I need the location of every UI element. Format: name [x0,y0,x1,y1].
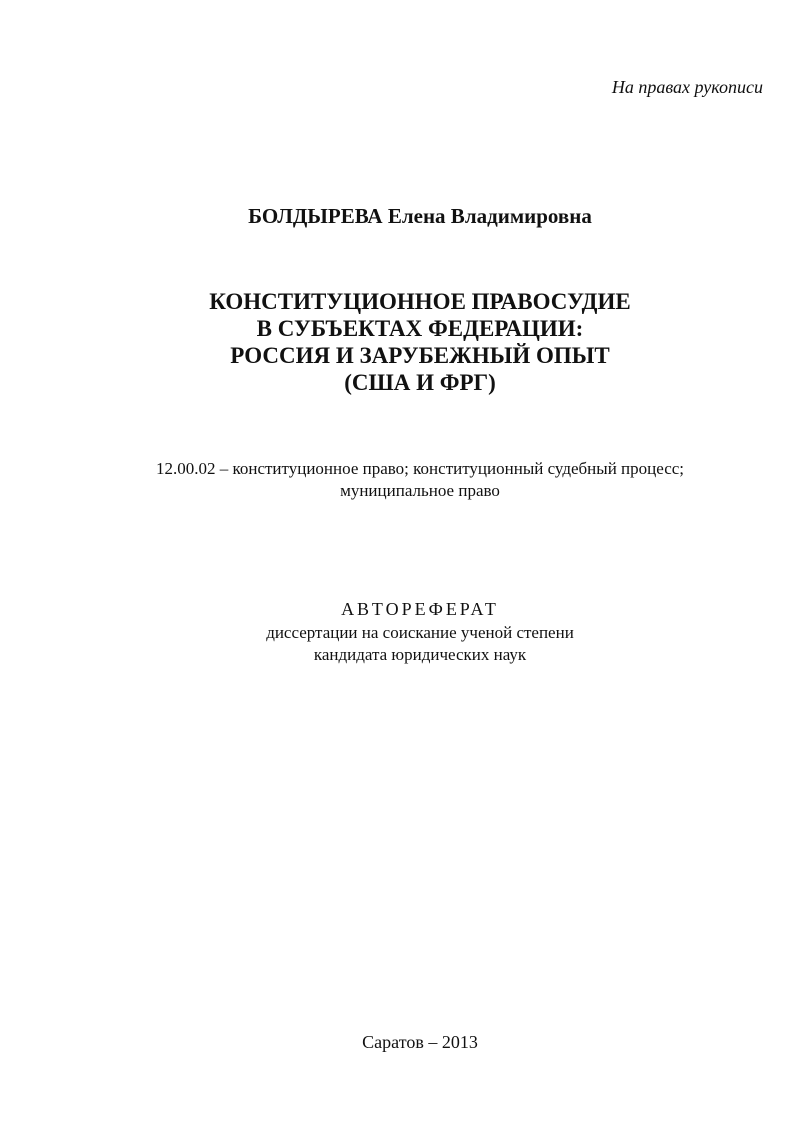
specialty-code [0,458,800,502]
author-name: БОЛДЫРЕВА Елена Владимировна [248,204,592,228]
title-line: КОНСТИТУЦИОННОЕ ПРАВОСУДИЕ [209,289,631,314]
city-year: Саратов – 2013 [362,1032,478,1052]
specialty-line: муниципальное право [340,481,500,500]
title-line: РОССИЯ И ЗАРУБЕЖНЫЙ ОПЫТ [230,343,610,368]
degree-line: кандидата юридических наук [313,645,527,664]
title-line: (США И ФРГ) [344,370,496,395]
title-line: В СУБЪЕКТАХ ФЕДЕРАЦИИ: [256,316,584,341]
specialty-line: 12.00.02 – конституционное право; конституционный судебный процесс; [155,459,685,478]
document-type: АВТОРЕФЕРАТ [341,599,499,619]
manuscript-note: На правах рукописи [611,77,763,97]
dissertation-title [0,288,800,396]
degree-line: диссертации на соискание ученой степени [266,623,574,642]
degree-description [0,622,800,666]
